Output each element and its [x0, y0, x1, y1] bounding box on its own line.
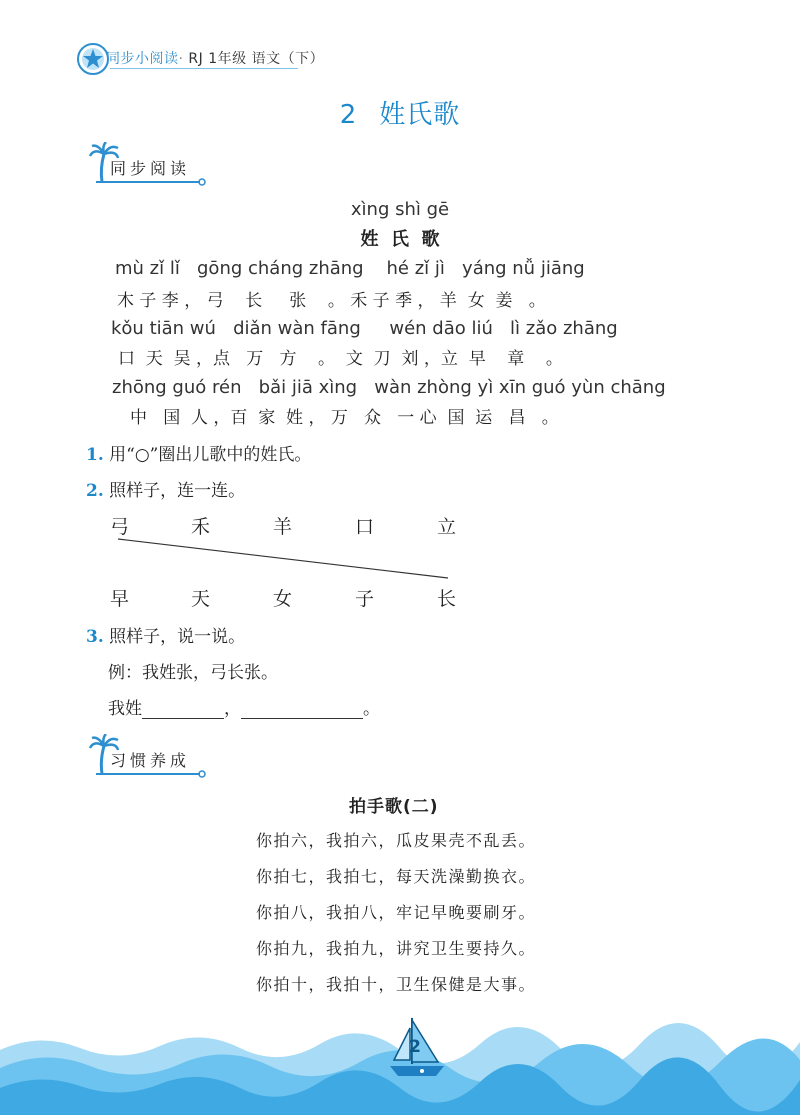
match-bottom-4[interactable]: 子: [355, 588, 375, 610]
header-series-text: [106, 48, 324, 68]
exercise-3-comma: ，: [224, 699, 241, 719]
header-rule: [110, 68, 298, 69]
exercise-3: [86, 622, 245, 647]
exercise-1: [86, 440, 311, 465]
exercise-1-number: 1.: [86, 445, 104, 465]
section-badge-reading: [88, 142, 218, 186]
exercise-3-example: 例：我姓张，弓长张。: [108, 663, 278, 683]
song-line-5: 你拍十，我拍十，卫生保健是大事。: [256, 975, 537, 994]
exercise-3-prompt: [108, 694, 380, 719]
lesson-number: 2: [339, 100, 358, 130]
surname-blank[interactable]: [142, 700, 224, 719]
match-top-2[interactable]: 禾: [191, 516, 211, 538]
poem-line-1-hanzi: 木 子 李 ， 弓 长 张 。 禾 子 季 ， 羊 女 姜 。: [117, 291, 546, 311]
song-line-2: 你拍七，我拍七，每天洗澡勤换衣。: [256, 867, 537, 886]
exercise-2: [86, 476, 245, 501]
exercise-2-text: 照样子，连一连。: [109, 481, 246, 501]
match-example-line: [110, 534, 460, 584]
exercise-3-period: 。: [363, 699, 380, 719]
match-top-4[interactable]: 口: [355, 516, 375, 538]
match-bottom-5[interactable]: 长: [437, 588, 457, 610]
poem-line-2-pinyin: kǒu tiān wú diǎn wàn fāng wén dāo liú lì zǎo zhāng: [111, 318, 618, 339]
match-top-3[interactable]: 羊: [273, 516, 293, 538]
header-edition: RJ 1年级 语文（下）: [188, 51, 325, 67]
poem-line-2-hanzi: 口 天 吴 ，点 万 方 。 文 刀 刘 ，立 早 章 。: [118, 349, 563, 369]
poem-line-1-pinyin: mù zǐ lǐ gōng cháng zhāng hé zǐ jì yáng nǚ jiāng: [115, 258, 585, 279]
match-bottom-3[interactable]: 女: [273, 588, 293, 610]
match-bottom-1[interactable]: 早: [110, 588, 130, 610]
match-top-5[interactable]: 立: [437, 516, 457, 538]
match-top-1[interactable]: 弓: [110, 516, 130, 538]
song-line-3: 你拍八，我拍八，牢记早晚要刷牙。: [256, 903, 537, 922]
page-number: 2: [409, 1037, 421, 1057]
poem-line-3-hanzi: 中 国 人 ，百 家 姓 ， 万 众 一 心 国 运 昌 。: [130, 408, 559, 428]
exercise-1-text: 用“○”圈出儿歌中的姓氏。: [109, 445, 312, 465]
song-line-1: 你拍六，我拍六，瓜皮果壳不乱丢。: [256, 831, 537, 850]
header-dot: ·: [178, 51, 184, 67]
match-bottom-2[interactable]: 天: [191, 588, 211, 610]
exercise-3-prompt-start: 我姓: [108, 699, 142, 719]
header-series-name: 同步小阅读: [106, 51, 179, 67]
exercise-3-text: 照样子，说一说。: [109, 627, 246, 647]
song-title: 拍手歌(二): [349, 797, 439, 817]
poem-title-pinyin: xìng shì gē: [350, 199, 450, 220]
section-label-habit: 习惯养成: [110, 751, 191, 770]
lesson-title-text: 姓氏歌: [379, 100, 461, 130]
exercise-2-number: 2.: [86, 481, 104, 501]
exercise-3-number: 3.: [86, 627, 104, 647]
song-line-4: 你拍九，我拍九，讲究卫生要持久。: [256, 939, 537, 958]
section-label-reading: 同步阅读: [110, 159, 191, 178]
explanation-blank[interactable]: [241, 700, 363, 719]
series-logo-icon: [76, 42, 110, 76]
lesson-title: [0, 94, 800, 131]
poem-line-3-pinyin: zhōng guó rén bǎi jiā xìng wàn zhòng yì xīn guó yùn chāng: [112, 377, 666, 398]
section-badge-habit: [88, 734, 218, 778]
poem-title: 姓 氏 歌: [360, 229, 440, 250]
